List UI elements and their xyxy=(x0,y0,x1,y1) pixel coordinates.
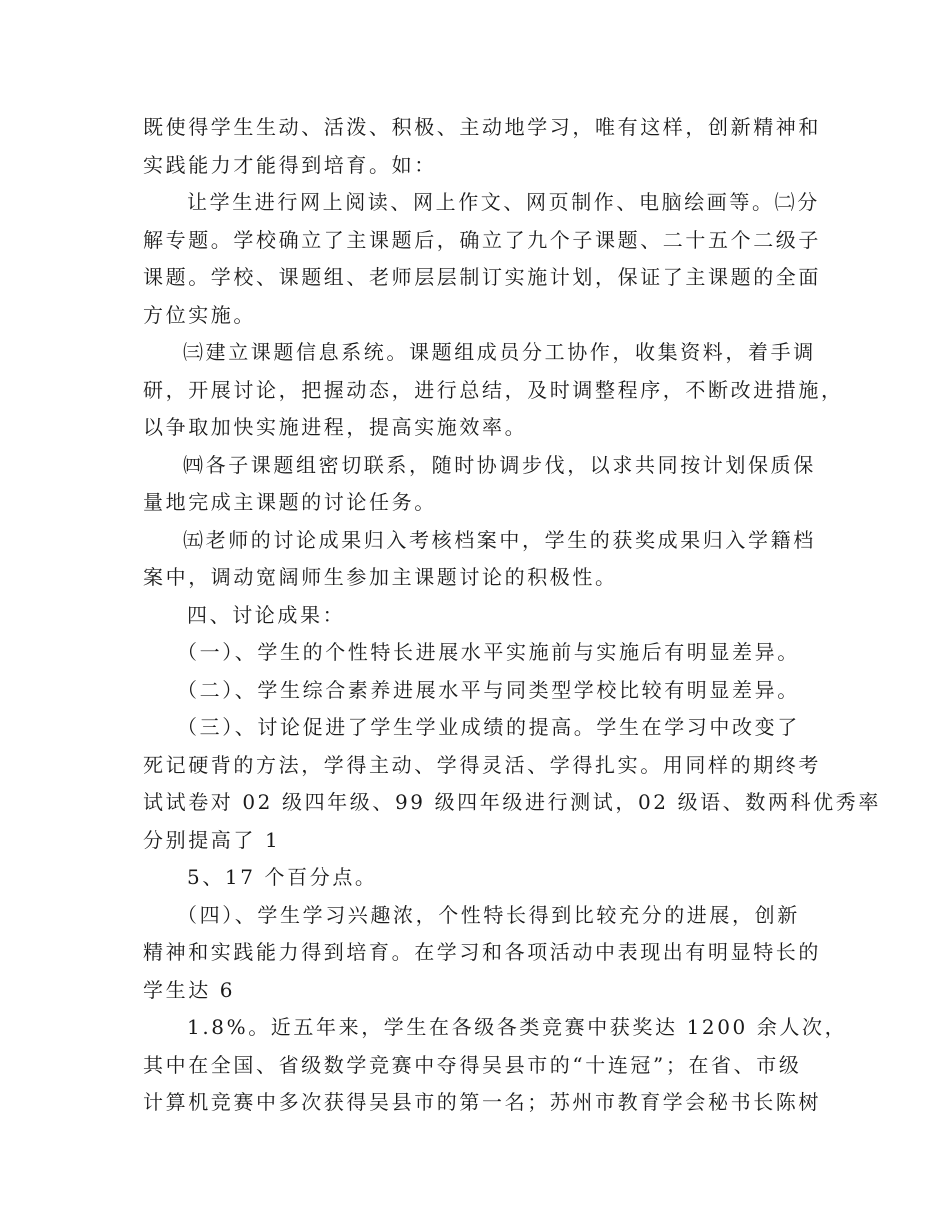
text-line: ㈢建立课题信息系统。课题组成员分工协作，收集资料，着手调 xyxy=(183,340,816,364)
text-line: 1.8%。近五年来，学生在各级各类竞赛中获奖达 1200 余人次， xyxy=(187,1015,848,1039)
text-line: 解专题。学校确立了主课题后，确立了九个子课题、二十五个二级子 xyxy=(143,227,821,252)
text-line: 实践能力才能得到培育。如： xyxy=(143,152,437,177)
text-line: （一）、学生的个性特长进展水平实施前与实施后有明显差异。 xyxy=(177,640,800,664)
text-line: 死记硬背的方法，学得主动、学得灵活、学得扎实。用同样的期终考 xyxy=(143,752,821,777)
text-line: 精神和实践能力得到培育。在学习和各项活动中表现出有明显特长的 xyxy=(143,940,821,964)
text-line: 5、17 个百分点。 xyxy=(187,865,378,889)
text-line: 学生达 6 xyxy=(143,977,236,1002)
text-line: 其中在全国、省级数学竞赛中夺得吴县市的“十连冠”；在省、市级 xyxy=(143,1052,802,1077)
text-line: （三）、讨论促进了学生学业成绩的提高。学生在学习中改变了 xyxy=(177,715,800,739)
text-line: 案中，调动宽阔师生参加主课题讨论的积极性。 xyxy=(143,565,618,589)
text-line: （二）、学生综合素养进展水平与同类型学校比较有明显差异。 xyxy=(177,677,800,702)
text-line: 研，开展讨论，把握动态，进行总结，及时调整程序，不断改进措施， xyxy=(143,377,844,402)
text-line: ㈣各子课题组密切联系，随时协调步伐，以求共同按计划保质保 xyxy=(183,452,816,477)
text-line: 分别提高了 1 xyxy=(143,827,281,852)
text-line: ㈤老师的讨论成果归入考核档案中，学生的获奖成果归入学籍档 xyxy=(183,527,816,552)
text-line: （四）、学生学习兴趣浓，个性特长得到比较充分的进展，创新 xyxy=(177,902,800,927)
text-line: 课题。学校、课题组、老师层层制订实施计划，保证了主课题的全面 xyxy=(143,265,821,289)
document-body xyxy=(143,109,881,1122)
text-line: 让学生进行网上阅读、网上作文、网页制作、电脑绘画等。㈡分 xyxy=(187,190,820,214)
text-line: 既使得学生生动、活泼、积极、主动地学习，唯有这样，创新精神和 xyxy=(143,115,821,139)
text-line: 方位实施。 xyxy=(143,302,256,327)
text-line: 量地完成主课题的讨论任务。 xyxy=(143,490,437,514)
text-line: 计算机竞赛中多次获得吴县市的第一名；苏州市教育学会秘书长陈树 xyxy=(143,1090,821,1114)
text-line: 以争取加快实施进程，提高实施效率。 xyxy=(143,415,528,439)
text-line: 试试卷对 02 级四年级、99 级四年级进行测试，02 级语、数两科优秀率 xyxy=(143,790,881,814)
section-heading: 四、讨论成果： xyxy=(187,602,346,627)
